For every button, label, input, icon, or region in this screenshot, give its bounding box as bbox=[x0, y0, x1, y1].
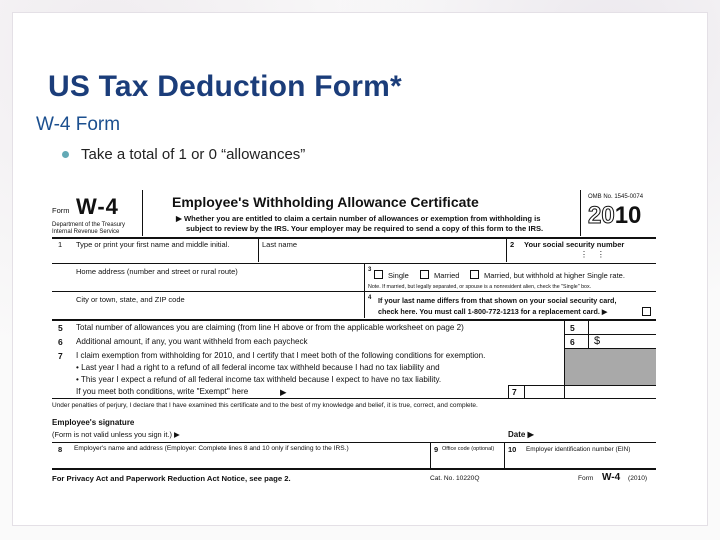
single-label: Single bbox=[388, 271, 409, 280]
form-code: W-4 bbox=[76, 194, 119, 219]
line-9-text: Office code (optional) bbox=[442, 446, 495, 452]
omb-number: OMB No. 1545-0074 bbox=[588, 194, 644, 200]
line-10-number: 10 bbox=[508, 445, 517, 454]
dollar-sign: $ bbox=[594, 335, 601, 347]
married-higher-checkbox[interactable] bbox=[470, 270, 479, 279]
slide-subtitle: W-4 Form bbox=[36, 114, 121, 135]
line-2-label: Your social security number bbox=[524, 240, 625, 249]
line-5-text: Total number of allowances you are claiming (from line H above or from the applicable worksheet on page 2) bbox=[76, 323, 464, 332]
line-7-bullet-2: • This year I expect a refund of all federal income tax withheld because I expect to have no tax liability. bbox=[76, 375, 442, 384]
line-8-text: Employer's name and address (Employer: Complete lines 8 and 10 only if sending to the IRS.) bbox=[74, 445, 349, 452]
bullet-item bbox=[62, 146, 305, 163]
home-address-label: Home address (number and street or rural route) bbox=[76, 267, 238, 276]
line-7-number: 7 bbox=[58, 351, 63, 361]
signature-note: (Form is not valid unless you sign it.) ▶ bbox=[52, 430, 180, 439]
date-label: Date ▶ bbox=[508, 430, 534, 439]
married-checkbox[interactable] bbox=[420, 270, 429, 279]
line-10-text: Employer identification number (EIN) bbox=[526, 446, 631, 453]
last-name-label: Last name bbox=[262, 240, 298, 249]
department-label: Department of the Treasury bbox=[52, 222, 126, 228]
header-note-2: subject to review by the IRS. Your employer may be required to send a copy of this form to the IRS. bbox=[186, 224, 544, 233]
footer-form-code: W-4 bbox=[602, 472, 621, 483]
line-7-bullet-3: If you meet both conditions, write "Exempt" here bbox=[76, 387, 249, 396]
note-3: Note. If married, but legally separated, or spouse is a nonresident alien, check the "Single" box. bbox=[368, 284, 592, 290]
line-5-box-label: 5 bbox=[570, 323, 575, 333]
name-differs-checkbox[interactable] bbox=[642, 307, 651, 316]
header-note-1: ▶ Whether you are entitled to claim a certain number of allowances or exemption from withholding is bbox=[176, 214, 541, 223]
form-year bbox=[588, 202, 641, 230]
header-title: Employee's Withholding Allowance Certificate bbox=[172, 194, 479, 210]
married-label: Married bbox=[434, 271, 460, 280]
line-8-number: 8 bbox=[58, 445, 63, 454]
footer-form-label: Form bbox=[578, 475, 594, 482]
perjury-statement: Under penalties of perjury, I declare that I have examined this certificate and to the best of my knowledge and belief, it is true, correct, and complete. bbox=[52, 402, 478, 409]
irs-label: Internal Revenue Service bbox=[52, 229, 120, 235]
line-7-bullet-1: • Last year I had a right to a refund of all federal income tax withheld because I had no tax liability and bbox=[76, 363, 440, 372]
line-1-number: 1 bbox=[58, 240, 63, 249]
slide-title: US Tax Deduction Form* bbox=[48, 70, 402, 103]
line-4-text-2: check here. You must call 1-800-772-1213 for a replacement card. ▶ bbox=[378, 307, 608, 316]
line-9-number: 9 bbox=[434, 445, 439, 454]
line-4-text-1: If your last name differs from that shown on your social security card, bbox=[378, 296, 617, 305]
year-prefix: 20 bbox=[588, 202, 615, 229]
w4-form-image bbox=[52, 186, 656, 490]
bullet-text: Take a total of 1 or 0 “allowances” bbox=[81, 146, 306, 163]
line-6-number: 6 bbox=[58, 337, 63, 347]
ssn-separators: ⋮ ⋮ bbox=[580, 250, 605, 259]
footer-privacy-notice: For Privacy Act and Paperwork Reduction Act Notice, see page 2. bbox=[52, 474, 291, 483]
line-2-number: 2 bbox=[510, 240, 515, 249]
married-higher-label: Married, but withhold at higher Single rate. bbox=[484, 271, 625, 280]
line-1-label: Type or print your first name and middle initial. bbox=[76, 240, 230, 249]
year-suffix: 10 bbox=[614, 202, 642, 229]
line-4-number: 4 bbox=[368, 295, 372, 301]
signature-label: Employee's signature bbox=[52, 418, 135, 427]
line-7-text: I claim exemption from withholding for 2010, and I certify that I meet both of the following conditions for exemption. bbox=[76, 351, 486, 360]
city-label: City or town, state, and ZIP code bbox=[76, 295, 185, 304]
line-3-number: 3 bbox=[368, 267, 372, 273]
line-5-number: 5 bbox=[58, 323, 63, 333]
footer-cat-number: Cat. No. 10220Q bbox=[430, 475, 480, 482]
line-7-box-label: 7 bbox=[512, 387, 517, 397]
shaded-area bbox=[565, 349, 656, 385]
single-checkbox[interactable] bbox=[374, 270, 383, 279]
line-6-box-label: 6 bbox=[570, 337, 575, 347]
footer-form-year: (2010) bbox=[628, 475, 648, 482]
form-label: Form bbox=[52, 206, 70, 215]
line-7-arrow: ▶ bbox=[280, 387, 287, 397]
line-6-text: Additional amount, if any, you want withheld from each paycheck bbox=[76, 337, 308, 346]
bullet-dot-icon bbox=[62, 151, 69, 158]
